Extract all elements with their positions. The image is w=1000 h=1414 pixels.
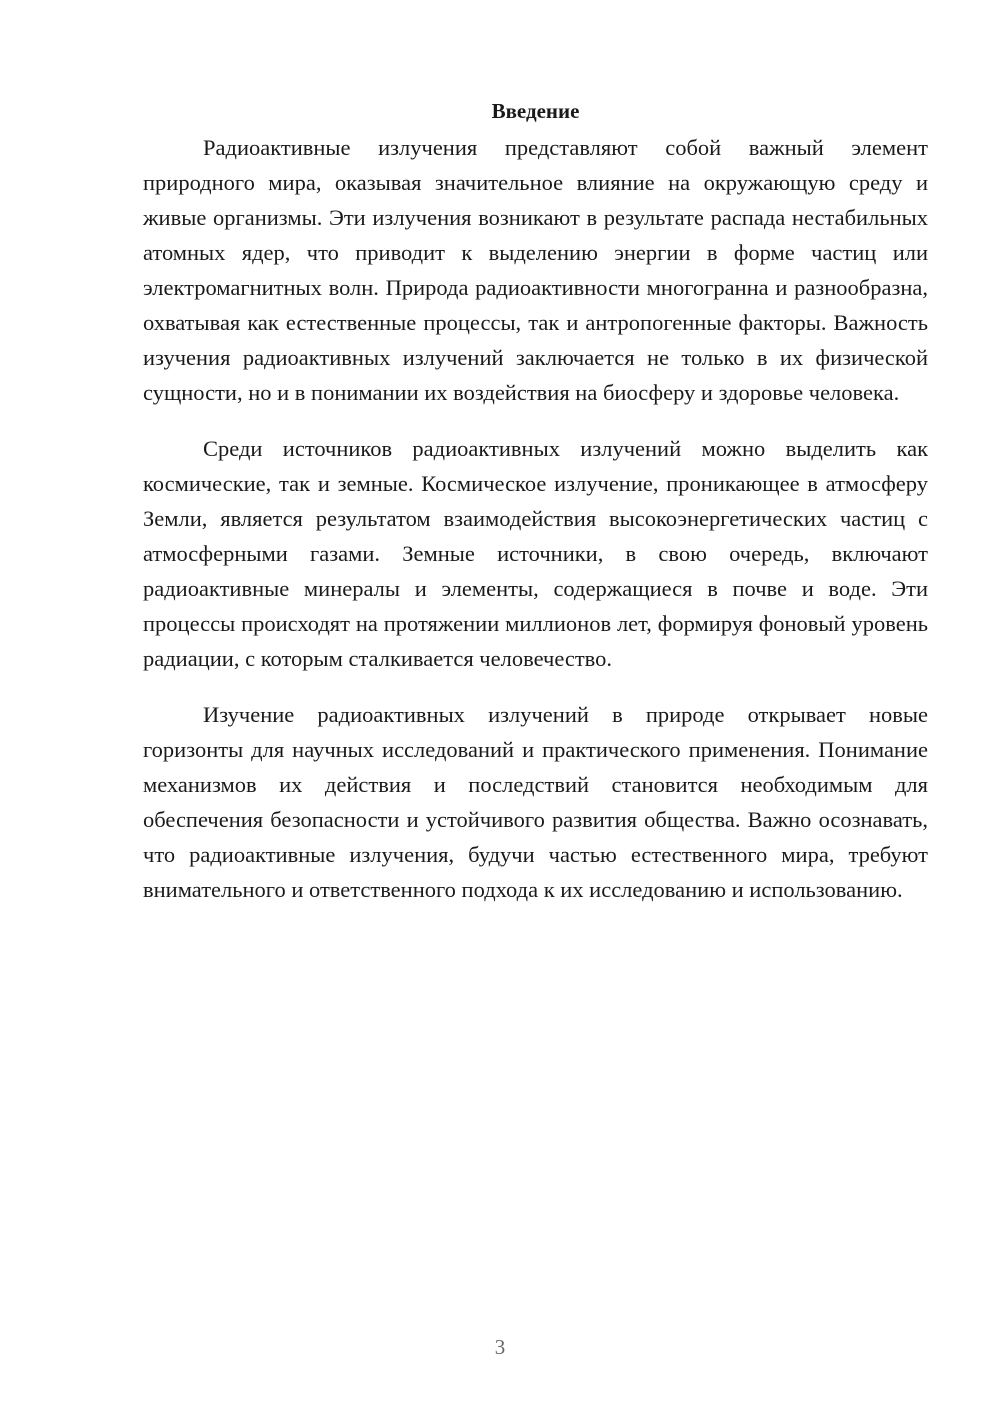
document-body bbox=[143, 94, 928, 928]
paragraph-2: Среди источников радиоактивных излучений можно выделить как космические, так и земные. Космическое излучение, проникающее в атмосферу Земли, является результатом взаимодействия высокоэнергетических частиц с атмосферными газами. Земные источники, в свою очередь, включают радиоактивные минералы и элементы, содержащиеся в почве и воде. Эти процессы происходят на протяжении миллионов лет, формируя фоновый уровень радиации, с которым сталкивается человечество. bbox=[143, 436, 928, 671]
page-number: 3 bbox=[494, 1335, 506, 1359]
paragraph-3: Изучение радиоактивных излучений в природе открывает новые горизонты для научных исследований и практического применения. Понимание механизмов их действия и последствий становится необходимым для обеспечения безопасности и устойчивого развития общества. Важно осознавать, что радиоактивные излучения, будучи частью естественного мира, требуют внимательного и ответственного подхода к их исследованию и использованию. bbox=[143, 702, 928, 902]
section-heading: Введение bbox=[491, 99, 580, 123]
paragraph-1: Радиоактивные излучения представляют собой важный элемент природного мира, оказывая значительное влияние на окружающую среду и живые организмы. Эти излучения возникают в результате распада нестабильных атомных ядер, что приводит к выделению энергии в форме частиц или электромагнитных волн. Природа радиоактивности многогранна и разнообразна, охватывая как естественные процессы, так и антропогенные факторы. Важность изучения радиоактивных излучений заключается не только в их физической сущности, но и в понимании их воздействия на биосферу и здоровье человека. bbox=[143, 135, 928, 405]
